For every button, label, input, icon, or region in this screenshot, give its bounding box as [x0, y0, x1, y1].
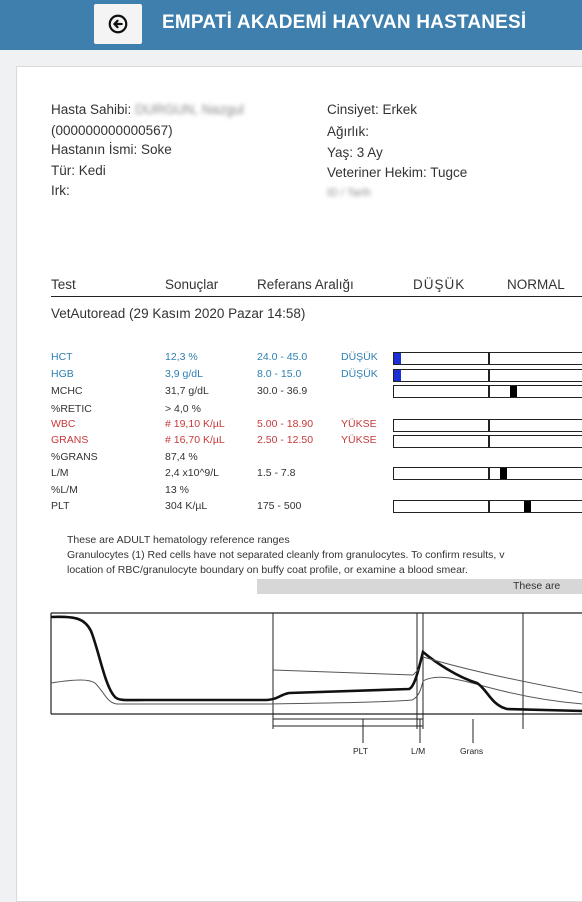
weight: Ağırlık:: [327, 124, 370, 139]
result-range: 175 - 500: [257, 500, 302, 512]
note-banner: [257, 579, 582, 594]
device-line: VetAutoread (29 Kasım 2020 Pazar 14:58): [51, 306, 306, 321]
range-bar-divider: [488, 369, 490, 382]
result-range-bar: [393, 369, 582, 382]
range-bar-divider: [488, 435, 490, 448]
result-test-name: HCT: [51, 351, 73, 363]
result-value: 87,4 %: [165, 451, 198, 463]
low-marker: [394, 370, 401, 381]
species: Tür: Kedi: [51, 163, 106, 178]
result-value: 31,7 g/dL: [165, 385, 209, 397]
result-value: # 19,10 K/µL: [165, 418, 225, 430]
pet-name: Hastanın İsmi: Soke: [51, 142, 172, 157]
result-range: 5.00 - 18.90: [257, 418, 314, 430]
graph-label-plt: PLT: [353, 746, 368, 756]
range-bar-divider: [488, 467, 490, 480]
low-marker: [394, 353, 401, 364]
note-line-1: These are ADULT hematology reference ranges: [67, 534, 290, 546]
hidden-line-redacted: ID / Tarih: [327, 187, 371, 199]
graph-label-lm: L/M: [411, 746, 426, 756]
result-flag: DÜŞÜK: [341, 351, 378, 363]
app-header: [0, 0, 582, 50]
result-range: 30.0 - 36.9: [257, 385, 308, 397]
result-range-bar: [393, 435, 582, 448]
report-card[interactable]: [16, 66, 582, 902]
result-test-name: %GRANS: [51, 451, 98, 463]
graph-label-grans: Grans: [460, 746, 484, 756]
result-value: # 16,70 K/µL: [165, 434, 225, 446]
header-divider: [51, 296, 582, 297]
result-range-bar: [393, 500, 582, 513]
col-normal: NORMAL: [507, 277, 565, 292]
page-title: EMPATİ AKADEMİ HAYVAN HASTANESİ: [162, 12, 527, 33]
col-test: Test: [51, 277, 76, 292]
result-test-name: %L/M: [51, 484, 78, 496]
range-bar-divider: [488, 385, 490, 398]
result-test-name: MCHC: [51, 385, 83, 397]
back-button[interactable]: [94, 4, 142, 44]
result-range: 2.50 - 12.50: [257, 434, 314, 446]
result-range: 8.0 - 15.0: [257, 368, 302, 380]
banner-text: These are: [513, 580, 561, 592]
value-marker: [524, 501, 531, 512]
note-line-3: location of RBC/granulocyte boundary on buffy coat profile, or examine a blood smear.: [67, 564, 468, 576]
result-test-name: L/M: [51, 467, 69, 479]
result-range: 1.5 - 7.8: [257, 467, 296, 479]
back-arrow-circle-icon: [107, 13, 129, 35]
value-marker: [500, 468, 507, 479]
result-flag: YÜKSE: [341, 434, 377, 446]
result-range-bar: [393, 467, 582, 480]
result-test-name: HGB: [51, 368, 74, 380]
breed: Irk:: [51, 183, 70, 198]
result-value: 13 %: [165, 484, 189, 496]
result-test-name: GRANS: [51, 434, 89, 446]
result-range-bar: [393, 385, 582, 398]
range-bar-divider: [488, 500, 490, 513]
result-flag: DÜŞÜK: [341, 368, 378, 380]
range-bar-divider: [488, 352, 490, 365]
result-value: 12,3 %: [165, 351, 198, 363]
result-range-bar: [393, 419, 582, 432]
result-range: 24.0 - 45.0: [257, 351, 308, 363]
lab-report-document: [17, 67, 582, 901]
vet: Veteriner Hekim: Tugce: [327, 165, 468, 180]
result-value: 3,9 g/dL: [165, 368, 203, 380]
col-range: Referans Aralığı: [257, 277, 354, 292]
result-value: 2,4 x10^9/L: [165, 467, 219, 479]
owner-name-redacted: DURGUN, Nazgul: [135, 102, 244, 117]
buffy-coat-graph: [17, 607, 582, 767]
value-marker: [510, 386, 517, 397]
result-value: > 4,0 %: [165, 403, 201, 415]
result-flag: YÜKSE: [341, 418, 377, 430]
col-low: DÜŞÜK: [413, 277, 466, 292]
result-range-bar: [393, 352, 582, 365]
age: Yaş: 3 Ay: [327, 145, 383, 160]
sex: Cinsiyet: Erkek: [327, 102, 418, 117]
range-bar-divider: [488, 419, 490, 432]
result-value: 304 K/µL: [165, 500, 208, 512]
result-test-name: %RETIC: [51, 403, 92, 415]
owner-id: (000000000000567): [51, 123, 173, 138]
note-line-2: Granulocytes (1) Red cells have not separated cleanly from granulocytes. To confirm results, v: [67, 549, 505, 561]
result-test-name: WBC: [51, 418, 76, 430]
owner-label: Hasta Sahibi:: [51, 102, 132, 117]
owner-line: [51, 102, 244, 117]
col-results: Sonuçlar: [165, 277, 219, 292]
result-test-name: PLT: [51, 500, 70, 512]
